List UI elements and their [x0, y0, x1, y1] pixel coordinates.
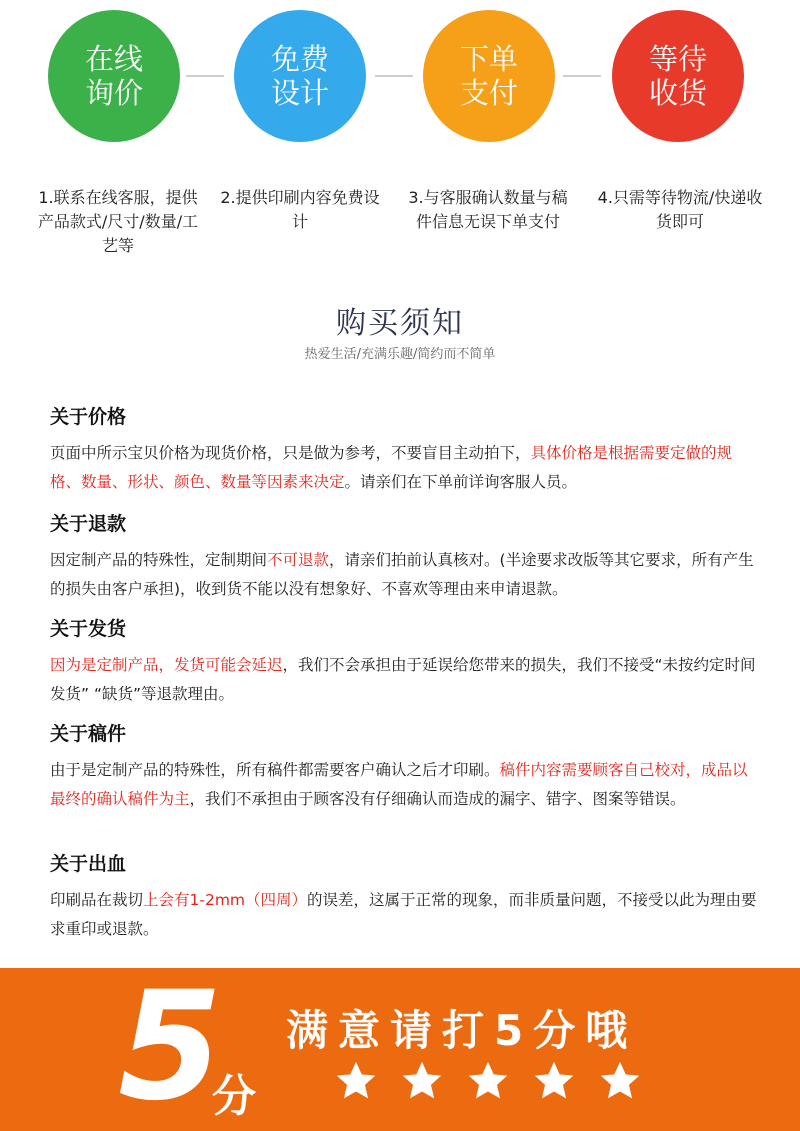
star-icon: [466, 1059, 510, 1103]
body-text: 的误差，这属于正常的现象，而非质量问题，不接受以此为理由要求重印或退款。: [50, 891, 757, 938]
section-heading: 关于退款: [50, 513, 127, 535]
body-text: 。请亲们在下单前详询客服人员。: [344, 473, 578, 491]
section-body: [50, 886, 760, 944]
highlight-text: 稿件内容需要顾客自己校对，成品以最终的确认稿件为主: [50, 761, 748, 808]
notice-title: 购买须知: [336, 306, 464, 341]
step-label-line2: 询价: [84, 76, 143, 110]
step-description-2: 2.提供印刷内容免费设计: [220, 188, 380, 231]
body-text: 因定制产品的特殊性，定制期间: [50, 551, 268, 569]
star-icon: [334, 1059, 378, 1103]
highlight-text: 因为是定制产品，发货可能会延迟: [50, 656, 283, 674]
step-label-line2: 支付: [459, 76, 518, 110]
section-artwork: [50, 721, 760, 814]
section-body: [50, 439, 760, 497]
body-text: 页面中所示宝贝价格为现货价格，只是做为参考，不要盲目主动拍下，: [50, 444, 531, 462]
section-refund: [50, 511, 760, 604]
notice-subtitle: 热爱生活/充满乐趣/简约而不简单: [304, 347, 496, 362]
rating-banner: [0, 960, 800, 1131]
rating-request-text: 满意请打5分哦: [286, 1006, 638, 1055]
step-description-1: 1.联系在线客服，提供产品款式/尺寸/数量/工艺等: [37, 188, 199, 255]
step-connector: [186, 75, 224, 77]
step-label-line2: 收货: [648, 76, 707, 110]
big-score-number: 5: [118, 960, 223, 1131]
step-label-line1: 免费: [270, 42, 329, 76]
step-circle-payment: [423, 10, 555, 142]
star-icon: [532, 1059, 576, 1103]
step-description-4: 4.只需等待物流/快递收货即可: [597, 188, 763, 231]
section-bleed: [50, 851, 760, 944]
process-steps: [0, 0, 800, 140]
section-shipping: [50, 616, 760, 709]
step-circle-inquiry: [48, 10, 180, 142]
body-text: 印刷品在裁切: [50, 891, 144, 909]
step-label-line1: 在线: [84, 42, 143, 76]
body-text: ，我们不承担由于顾客没有仔细确认而造成的漏字、错字、图案等错误。: [189, 790, 686, 808]
highlight-text: 具体价格是根据需要定做的规格、数量、形状、颜色、数量等因素来决定: [50, 444, 733, 491]
section-heading: 关于价格: [50, 406, 127, 428]
section-body: [50, 651, 760, 709]
section-price: [50, 404, 760, 497]
body-text: ，请亲们拍前认真核对。(半途要求改版等其它要求，所有产生的损失由客户承担)，收到货不能以没有想象好、不喜欢等理由来申请退款。: [50, 551, 754, 598]
section-body: [50, 756, 760, 814]
section-heading: 关于稿件: [50, 723, 127, 745]
section-heading: 关于发货: [50, 618, 127, 640]
step-connector: [375, 75, 413, 77]
body-text: 由于是定制产品的特殊性，所有稿件都需要客户确认之后才印刷。: [50, 761, 500, 779]
step-circle-design: [234, 10, 366, 142]
section-body: [50, 546, 760, 604]
step-description-3: 3.与客服确认数量与稿件信息无误下单支付: [408, 188, 568, 231]
rating-stars: [334, 1059, 642, 1103]
highlight-text: 上会有1-2mm（四周）: [143, 891, 308, 909]
step-label-line2: 设计: [270, 76, 329, 110]
score-unit: 分: [212, 1071, 256, 1122]
highlight-text: 不可退款: [267, 551, 330, 569]
star-icon: [598, 1059, 642, 1103]
body-text: ，我们不会承担由于延误给您带来的损失，我们不接受“未按约定时间发货” “缺货”等退款理由。: [50, 656, 756, 703]
step-circle-delivery: [612, 10, 744, 142]
star-icon: [400, 1059, 444, 1103]
step-label-line1: 等待: [648, 42, 707, 76]
step-connector: [563, 75, 601, 77]
section-heading: 关于出血: [50, 853, 127, 875]
step-label-line1: 下单: [459, 42, 518, 76]
